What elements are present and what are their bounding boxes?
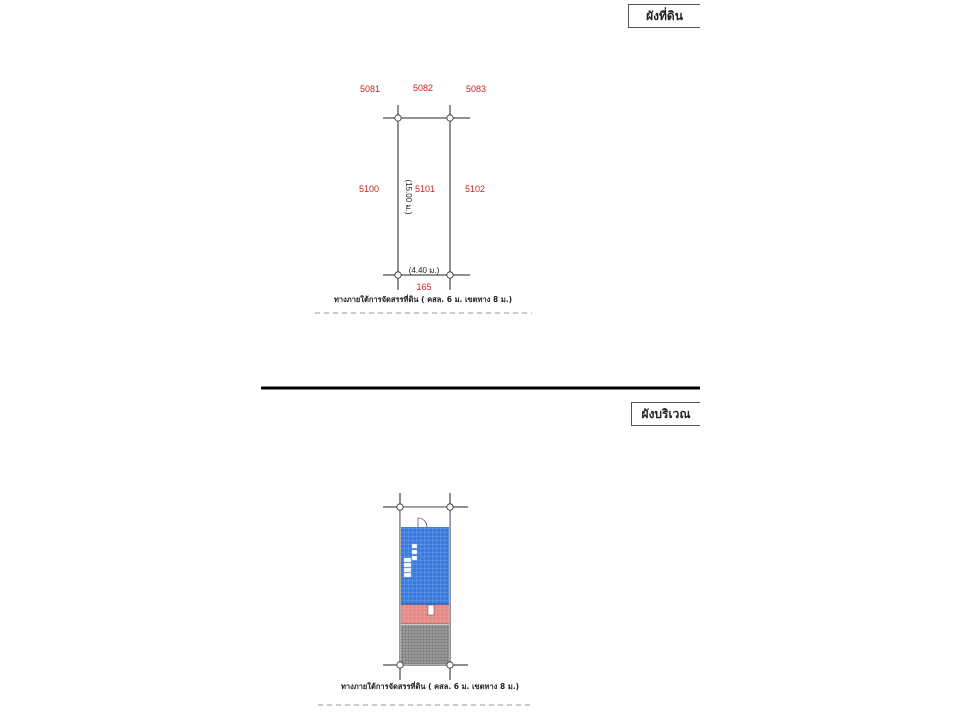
width-dimension: (4.40 ม.)	[408, 266, 440, 275]
site-plan-caption: ทางภายใต้การจัดสรรที่ดิน ( คสล. 6 ม. เขตทาง 8 ม.)	[340, 682, 520, 691]
lot-number-top-right: 5083	[465, 84, 487, 94]
lot-number-mid-left: 5100	[358, 184, 380, 194]
land-plan-caption: ทางภายใต้การจัดสรรที่ดิน ( คสล. 6 ม. เขตทาง 8 ม.)	[333, 295, 513, 304]
lot-boundary	[383, 105, 470, 290]
site-plan	[318, 493, 534, 705]
lot-number-top-left: 5081	[359, 84, 381, 94]
porch-door	[428, 605, 434, 615]
site-plan-title: ผังบริเวณ	[631, 402, 700, 426]
land-plan-title: ผังที่ดิน	[628, 4, 700, 28]
lot-number-top-center: 5082	[412, 83, 434, 93]
lot-number-mid-right: 5102	[464, 184, 486, 194]
parking-area	[401, 625, 449, 664]
lot-number-mid-center: 5101	[414, 184, 436, 194]
depth-dimension: (15.00 ม.)	[404, 179, 413, 215]
porch-area	[401, 605, 449, 624]
land-plan	[315, 83, 532, 313]
corner-markers	[395, 115, 453, 278]
lot-number-bottom: 165	[416, 282, 432, 292]
